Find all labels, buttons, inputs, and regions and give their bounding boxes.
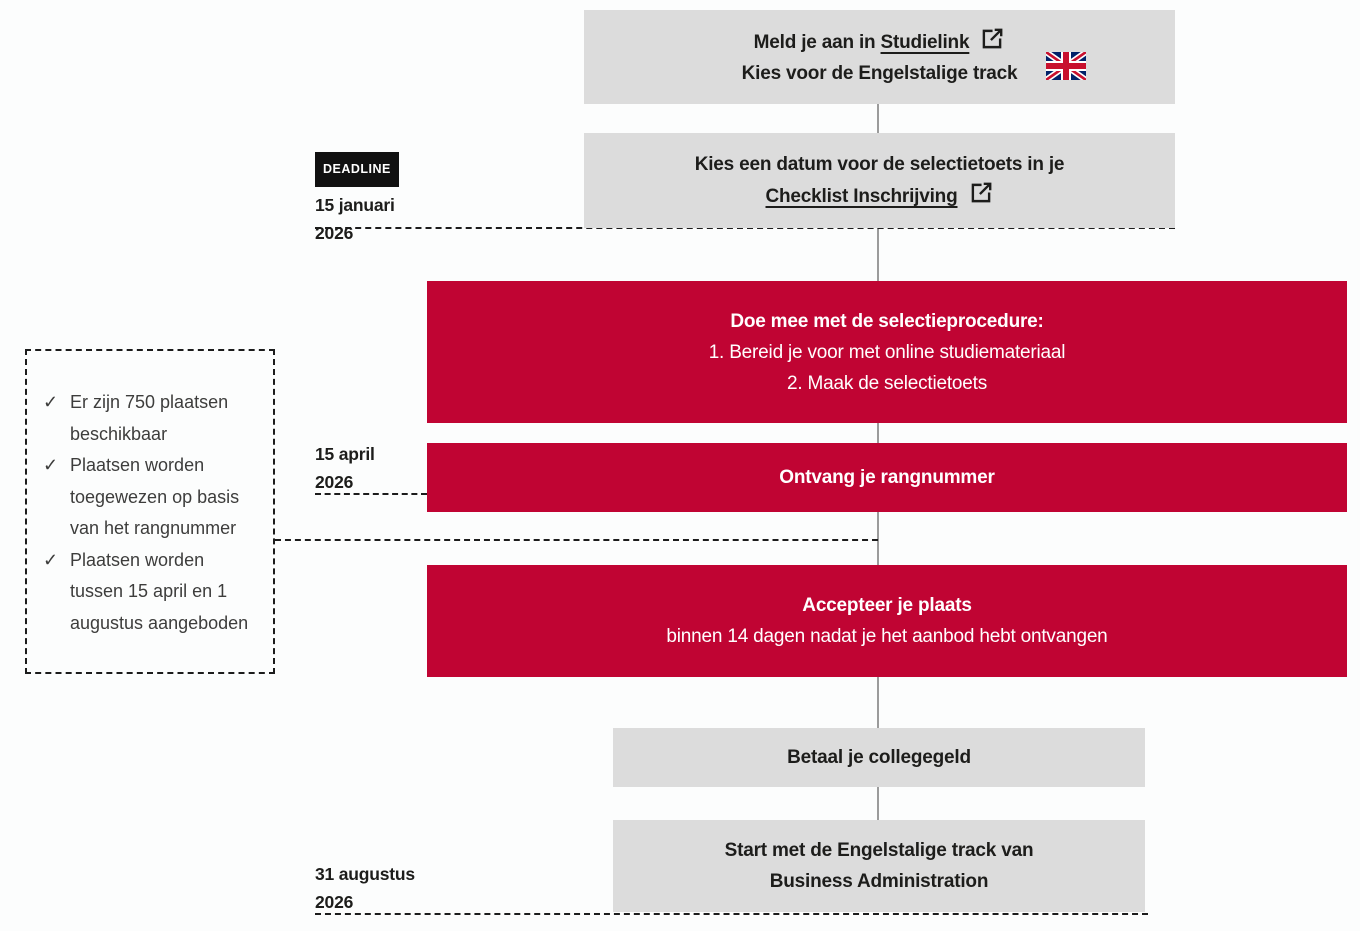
- selection-procedure-title: Doe mee met de selectieprocedure:: [730, 310, 1044, 332]
- deadline-august-year: 2026: [315, 892, 354, 912]
- step-choose-test-date-line2: [766, 180, 994, 212]
- step-signup-studielink: [584, 10, 1175, 104]
- studielink-link[interactable]: Studielink: [880, 31, 970, 53]
- deadline-january-year: 2026: [315, 223, 354, 243]
- info-item-text: Er zijn 750 plaatsen beschikbaar: [70, 392, 229, 444]
- checklist-inschrijving-link[interactable]: Checklist Inschrijving: [765, 186, 958, 207]
- deadline-april-label: [315, 440, 375, 496]
- deadline-january-label: [315, 152, 399, 247]
- step-signup-line1: [754, 26, 1006, 58]
- pay-tuition-title: Betaal je collegegeld: [787, 747, 971, 768]
- deadline-august-dashed-line: [315, 913, 1148, 915]
- deadline-april-year: 2026: [315, 472, 354, 492]
- infobox-connector-dashed-line: [275, 539, 878, 541]
- selection-procedure-item1: 1. Bereid je voor met online studiemateriaal: [708, 341, 1066, 363]
- check-icon: ✓: [43, 455, 59, 475]
- step-selection-procedure: [427, 281, 1347, 423]
- step-signup-line2: Kies voor de Engelstalige track: [741, 62, 1018, 84]
- info-item-places-available: [43, 387, 259, 450]
- check-icon: ✓: [43, 549, 59, 570]
- accept-place-subtitle: binnen 14 dagen nadat je het aanbod hebt ontvangen: [666, 626, 1108, 647]
- step-signup-text: Meld je aan in: [753, 31, 881, 53]
- start-programme-line1: Start met de Engelstalige track van: [724, 840, 1034, 861]
- info-item-text: Plaatsen worden toegewezen op basis van het rangnummer: [70, 455, 240, 538]
- check-icon: ✓: [43, 392, 59, 412]
- info-item-text: Plaatsen worden tussen 15 april en 1 augustus aangeboden: [70, 549, 249, 633]
- step-receive-rank-number: [427, 443, 1347, 512]
- places-info-box: [25, 349, 275, 674]
- deadline-august-date: 31 augustus: [315, 864, 415, 884]
- deadline-january-date: 15 januari: [315, 195, 395, 215]
- accept-place-title: Accepteer je plaats: [802, 595, 972, 616]
- info-item-places-offered: [43, 545, 259, 640]
- step-choose-test-date: [584, 133, 1175, 228]
- selection-procedure-item2: 2. Maak de selectietoets: [786, 372, 988, 394]
- external-link-icon[interactable]: [968, 180, 994, 206]
- deadline-august-label: [315, 860, 415, 916]
- step-accept-place: [427, 565, 1347, 677]
- deadline-badge: DEADLINE: [315, 152, 399, 187]
- step-pay-tuition: [613, 728, 1145, 787]
- receive-rank-number-title: Ontvang je rangnummer: [779, 467, 995, 488]
- info-item-places-assigned: [43, 450, 259, 545]
- step-choose-test-date-line1: Kies een datum voor de selectietoets in je: [694, 154, 1065, 175]
- deadline-april-date: 15 april: [315, 444, 375, 464]
- external-link-icon[interactable]: [979, 26, 1005, 52]
- step-start-programme: [613, 820, 1145, 912]
- start-programme-line2: Business Administration: [769, 871, 989, 892]
- uk-flag-icon: [1046, 52, 1086, 80]
